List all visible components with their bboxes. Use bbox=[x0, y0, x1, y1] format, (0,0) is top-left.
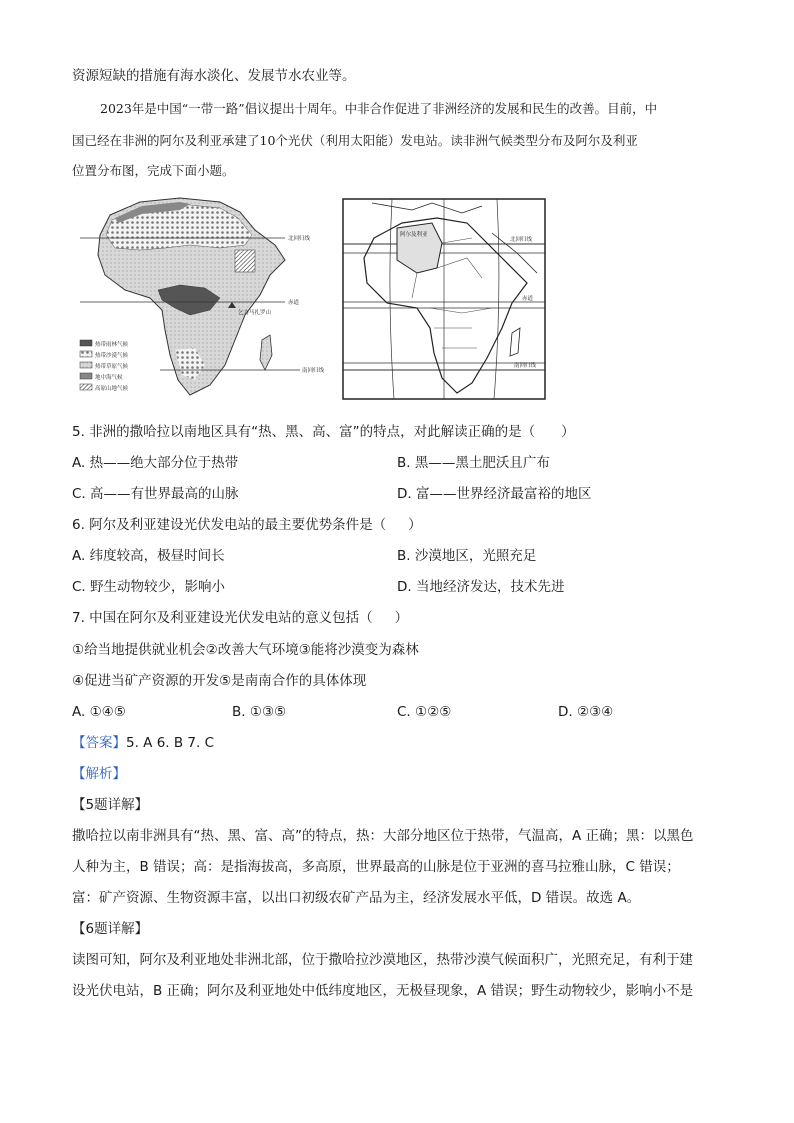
q6-detail-line-2: 设光伏电站，B 正确；阿尔及利亚地处中低纬度地区，无极昼现象，A 错误；野生动物较少，影响小不是 bbox=[72, 983, 694, 999]
q6-option-b[interactable]: B. 沙漠地区，光照充足 bbox=[397, 548, 537, 564]
q6-detail-label: 【6题详解】 bbox=[72, 921, 149, 937]
analysis-label: 【解析】 bbox=[72, 766, 126, 782]
legend-desert: 热带沙漠气候 bbox=[95, 353, 129, 359]
q6-stem: 6. 阿尔及利亚建设光伏发电站的最主要优势条件是（ ） bbox=[72, 517, 422, 533]
q7-option-d[interactable]: D. ②③④ bbox=[558, 704, 614, 720]
q6-option-a[interactable]: A. 纬度较高，极昼时间长 bbox=[72, 548, 225, 564]
africa-climate-map bbox=[70, 190, 330, 415]
left-tropic-south-label: 南回归线 bbox=[302, 368, 325, 374]
q6-option-d[interactable]: D. 当地经济发达，技术先进 bbox=[397, 579, 565, 595]
right-tropic-south-label: 南回归线 bbox=[514, 363, 537, 369]
ethiopian-highlands bbox=[235, 250, 255, 272]
q7-stem: 7. 中国在阿尔及利亚建设光伏发电站的意义包括（ ） bbox=[72, 610, 409, 626]
q6-option-c[interactable]: C. 野生动物较少，影响小 bbox=[72, 579, 226, 595]
q7-items-1: ①给当地提供就业机会②改善大气环境③能将沙漠变为森林 bbox=[72, 642, 419, 658]
q7-option-b[interactable]: B. ①③⑤ bbox=[232, 704, 287, 720]
left-equator-label: 赤道 bbox=[288, 300, 300, 306]
q5-detail-line-2: 人种为主，B 错误；高：是指海拔高，多高原，世界最高的山脉是位于亚洲的喜马拉雅山脉，C 错误； bbox=[72, 859, 680, 875]
legend-rainforest: 热带雨林气候 bbox=[95, 342, 129, 348]
left-tropic-north-label: 北回归线 bbox=[288, 236, 311, 242]
passage-line-2: 国已经在非洲的阿尔及利亚承建了10个光伏（利用太阳能）发电站。读非洲气候类型分布及阿尔及利亚 bbox=[72, 133, 638, 148]
q7-option-c[interactable]: C. ①②⑤ bbox=[397, 704, 452, 720]
passage-line-3: 位置分布图，完成下面小题。 bbox=[72, 163, 235, 178]
kilimanjaro-label: 乞力马扎罗山 bbox=[238, 310, 272, 316]
passage-line-1: 2023年是中国“一带一路”倡议提出十周年。中非合作促进了非洲经济的发展和民生的改善。目前，中 bbox=[100, 101, 658, 116]
q7-option-a[interactable]: A. ①④⑤ bbox=[72, 704, 126, 720]
answer-values: 5. A 6. B 7. C bbox=[126, 735, 215, 751]
algeria-label: 阿尔及利亚 bbox=[400, 232, 428, 238]
madagascar bbox=[260, 335, 272, 370]
q5-stem: 5. 非洲的撒哈拉以南地区具有“热、黑、高、富”的特点，对此解读正确的是（ ） bbox=[72, 424, 575, 440]
answer-label: 【答案】 bbox=[72, 735, 126, 751]
legend-savanna: 热带草原气候 bbox=[95, 364, 129, 370]
q5-option-b[interactable]: B. 黑——黑土肥沃且广布 bbox=[397, 455, 550, 471]
q5-detail-label: 【5题详解】 bbox=[72, 797, 149, 813]
algeria-location-map bbox=[342, 198, 546, 400]
right-tropic-north-label: 北回归线 bbox=[510, 237, 533, 243]
answer-line bbox=[72, 734, 214, 752]
q5-option-c[interactable]: C. 高——有世界最高的山脉 bbox=[72, 486, 239, 502]
q5-detail-line-1: 撒哈拉以南非洲具有“热、黑、富、高”的特点，热：大部分地区位于热带，气温高，A 正确；黑：以黑色 bbox=[72, 828, 694, 844]
right-equator-label: 赤道 bbox=[522, 296, 534, 302]
algeria-location-map-svg bbox=[342, 198, 546, 400]
q7-items-2: ④促进当矿产资源的开发⑤是南南合作的具体体现 bbox=[72, 673, 367, 689]
q6-detail-line-1: 读图可知，阿尔及利亚地处非洲北部，位于撒哈拉沙漠地区，热带沙漠气候面积广，光照充足，有利于建 bbox=[72, 952, 693, 968]
q5-option-d[interactable]: D. 富——世界经济最富裕的地区 bbox=[397, 486, 592, 502]
legend-mediterranean: 地中海气候 bbox=[95, 375, 123, 381]
legend-highland: 高原山地气候 bbox=[95, 386, 129, 392]
intro-line: 资源短缺的措施有海水淡化、发展节水农业等。 bbox=[72, 68, 356, 84]
q5-detail-line-3: 富：矿产资源、生物资源丰富，以出口初级农矿产品为主，经济发展水平低，D 错误。故选 A。 bbox=[72, 890, 641, 906]
q5-option-a[interactable]: A. 热——绝大部分位于热带 bbox=[72, 455, 239, 471]
